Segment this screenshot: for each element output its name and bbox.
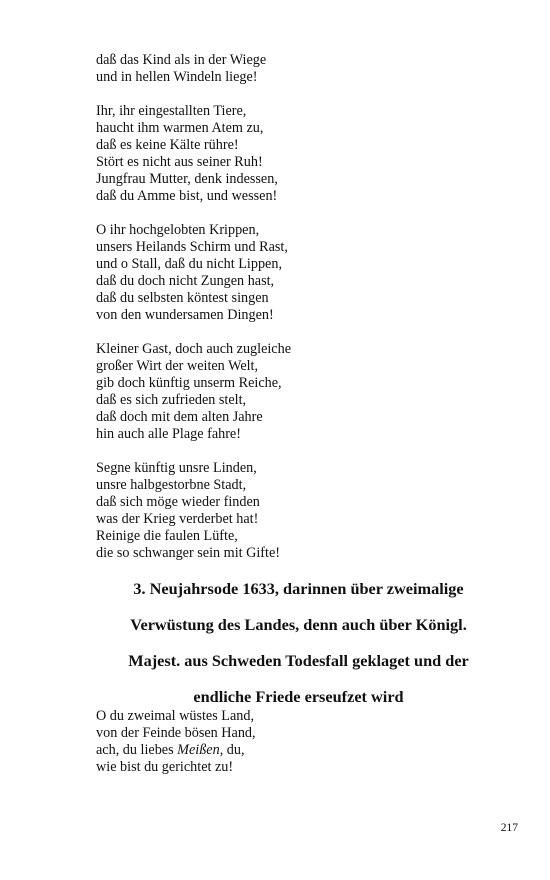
verse-line: unsre halbgestorbne Stadt, xyxy=(96,477,247,493)
verse-line: von den wundersamen Dingen! xyxy=(96,307,274,323)
verse-text: du, xyxy=(223,742,245,758)
verse-line: daß du Amme bist, und wessen! xyxy=(96,188,278,204)
verse-line: Segne künftig unsre Linden, xyxy=(96,460,257,476)
stanza-2 xyxy=(96,103,496,205)
verse-line: haucht ihm warmen Atem zu, xyxy=(96,120,264,136)
verse-line: daß sich möge wieder finden xyxy=(96,494,260,510)
verse-line: was der Krieg verderbet hat! xyxy=(96,511,259,527)
verse-line: von der Feinde bösen Hand, xyxy=(96,725,256,741)
place-name-italic: Meißen, xyxy=(177,742,224,758)
verse-line: O ihr hochgelobten Krippen, xyxy=(96,222,260,238)
stanza-5 xyxy=(96,460,496,562)
stanza-4 xyxy=(96,341,496,443)
stanza-1 xyxy=(96,52,496,86)
verse-line: unsers Heilands Schirm und Rast, xyxy=(96,239,288,255)
poem-continued xyxy=(96,52,496,579)
page-number: 217 xyxy=(500,822,518,834)
verse-line: daß das Kind als in der Wiege xyxy=(96,52,267,68)
stanza-3 xyxy=(96,222,496,324)
verse-line: Kleiner Gast, doch auch zugleiche xyxy=(96,341,291,357)
verse-line: gib doch künftig unserm Reiche, xyxy=(96,375,282,391)
verse-line: daß du doch nicht Zungen hast, xyxy=(96,273,275,289)
verse-line: O du zweimal wüstes Land, xyxy=(96,708,254,724)
poem-new xyxy=(96,708,496,776)
verse-line: daß es keine Kälte rühre! xyxy=(96,137,239,153)
verse-line: Ihr, ihr eingestallten Tiere, xyxy=(96,103,247,119)
verse-line: hin auch alle Plage fahre! xyxy=(96,426,241,442)
poem-title-line: 3. Neujahrsode 1633, darinnen über zweimalige xyxy=(133,579,464,598)
verse-line: die so schwanger sein mit Gifte! xyxy=(96,545,280,561)
verse-line: Jungfrau Mutter, denk indessen, xyxy=(96,171,278,187)
verse-line: wie bist du gerichtet zu! xyxy=(96,759,234,775)
poem-title-line: Majest. aus Schweden Todesfall geklaget und der xyxy=(128,651,469,670)
verse-line: daß du selbsten köntest singen xyxy=(96,290,269,306)
verse-line: daß es sich zufrieden stelt, xyxy=(96,392,247,408)
verse-line xyxy=(96,742,496,759)
verse-line: und o Stall, daß du nicht Lippen, xyxy=(96,256,282,272)
verse-line: Stört es nicht aus seiner Ruh! xyxy=(96,154,263,170)
poem-title-line: endliche Friede erseufzet wird xyxy=(193,687,404,706)
verse-line: und in hellen Windeln liege! xyxy=(96,69,258,85)
verse-line: daß doch mit dem alten Jahre xyxy=(96,409,263,425)
poem-title-line: Verwüstung des Landes, denn auch über Königl. xyxy=(130,615,467,634)
verse-text: ach, du liebes xyxy=(96,742,178,758)
poem-title xyxy=(96,571,501,715)
verse-line: großer Wirt der weiten Welt, xyxy=(96,358,259,374)
verse-line: Reinige die faulen Lüfte, xyxy=(96,528,238,544)
